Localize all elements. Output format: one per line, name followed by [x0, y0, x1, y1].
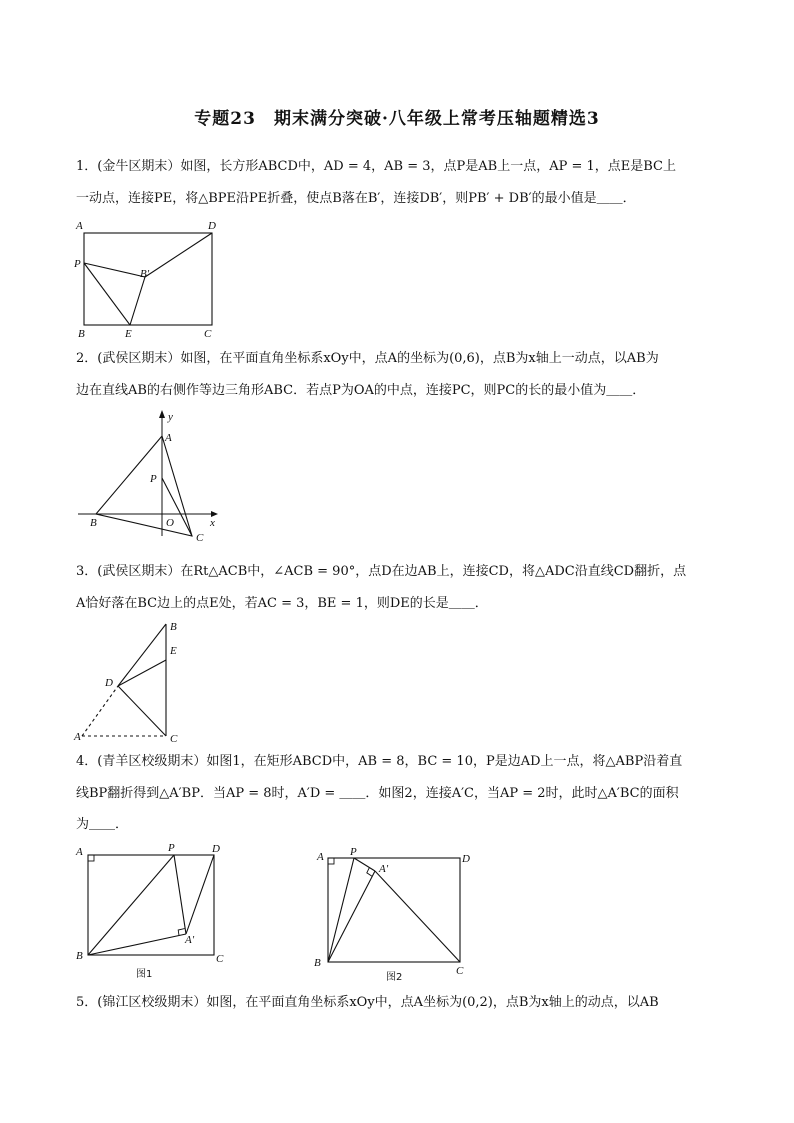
problem-2-line-2: 边在直线AB的右侧作等边三角形ABC．若点P为OA的中点，连接PC，则PC的长的最小值为＿＿．	[76, 383, 646, 398]
fig4a-rectangle	[88, 855, 214, 955]
fig4b-label-c: C	[456, 965, 464, 977]
figure-4-1	[72, 840, 242, 986]
fig2-label-x: x	[210, 517, 215, 529]
fig4b-label-p: P	[350, 846, 357, 858]
fig4a-segment-bp	[88, 855, 174, 955]
fig2-label-a: A	[165, 432, 172, 444]
fig4b-segment-pa1	[354, 858, 375, 871]
problem-1-line-1: 1．(金牛区期末）如图，长方形ABCD中，AD = 4，AB = 3，点P是AB上一点，AP = 1，点E是BC上	[76, 159, 676, 174]
figure-3	[72, 616, 192, 744]
fig2-label-b: B	[90, 517, 97, 529]
problem-1-line-2: 一动点，连接PE，将△BPE沿PE折叠，使点B落在B′，连接DB′，则PB′ + DB′的最小值是＿＿．	[76, 191, 636, 206]
fig4b-label-a1: A′	[379, 863, 389, 875]
fig4a-label-c: C	[216, 953, 224, 965]
problem-2-line-1: 2．(武侯区期末）如图，在平面直角坐标系xOy中，点A的坐标为(0,6)，点B为x轴上一动点，以AB为	[76, 351, 659, 366]
fig3-label-a: A	[74, 731, 81, 743]
fig4b-segment-bp	[328, 858, 354, 962]
fig4a-label-b: B	[76, 950, 83, 962]
fig2-label-o: O	[166, 517, 174, 529]
fig1-label-d: D	[208, 220, 216, 232]
fig2-y-arrow	[159, 410, 165, 418]
fig2-label-c: C	[196, 532, 204, 544]
fig4b-segment-a1c	[375, 871, 460, 962]
fig4a-label-d: D	[212, 843, 220, 855]
fig4b-label-d: D	[462, 853, 470, 865]
fig4a-segment-a1d	[186, 855, 214, 934]
fig4a-label-a: A	[76, 846, 83, 858]
fig4b-label-a: A	[317, 851, 324, 863]
fig3-label-e: E	[170, 645, 177, 657]
fig4a-right-angle-a	[88, 855, 94, 861]
fig2-label-y: y	[168, 411, 173, 423]
fig3-label-b: B	[170, 621, 177, 633]
fig3-segment-ad	[82, 686, 118, 736]
fig4a-caption: 图1	[136, 969, 153, 980]
fig3-segment-dc	[118, 686, 166, 736]
fig4b-right-angle-a	[328, 858, 334, 864]
fig1-segment-b1e	[130, 277, 145, 325]
fig3-segment-de	[118, 660, 166, 686]
fig3-segment-db	[118, 624, 166, 686]
fig1-segment-db1	[145, 233, 212, 277]
fig4a-label-p: P	[168, 842, 175, 854]
fig4b-label-b: B	[314, 957, 321, 969]
fig1-label-e: E	[125, 328, 132, 340]
fig4b-rectangle	[328, 858, 460, 962]
page-title: 专题23 期末满分突破·八年级上常考压轴题精选3	[194, 109, 600, 129]
fig4a-segment-pa1	[174, 855, 186, 934]
problem-3-line-1: 3．(武侯区期末）在Rt△ACB中，∠ACB = 90°，点D在边AB上，连接CD，将△ADC沿直线CD翻折，点	[76, 564, 687, 579]
fig3-label-c: C	[170, 733, 178, 745]
fig1-label-b1: B′	[140, 268, 150, 280]
fig4b-segment-ba1	[328, 871, 375, 962]
fig1-label-c: C	[204, 328, 212, 340]
problem-3-line-2: A恰好落在BC边上的点E处，若AC = 3，BE = 1，则DE的长是＿＿．	[76, 596, 488, 611]
problem-4-line-3: 为＿＿．	[76, 817, 129, 832]
fig1-label-p: P	[74, 258, 81, 270]
fig2-label-p: P	[150, 473, 157, 485]
fig3-label-d: D	[105, 677, 113, 689]
figure-2	[72, 410, 232, 545]
problem-4-line-1: 4．(青羊区校级期末）如图1，在矩形ABCD中，AB = 8，BC = 10，P是边AD上一点，将△ABP沿着直	[76, 754, 683, 769]
fig1-label-b: B	[78, 328, 85, 340]
fig4a-label-a1: A′	[185, 934, 195, 946]
problem-4-line-2: 线BP翻折得到△A′BP．当AP = 8时，A′D = ＿＿．如图2，连接A′C，当AP = 2时，此时△A′BC的面积	[76, 786, 679, 801]
figure-4-2	[312, 843, 482, 989]
problem-5-line-1: 5．(锦江区校级期末）如图，在平面直角坐标系xOy中，点A坐标为(0,2)，点B为x轴上的动点，以AB	[76, 995, 659, 1010]
fig2-triangle-abc	[96, 436, 192, 536]
figure-1	[70, 215, 230, 340]
fig4b-caption: 图2	[386, 972, 403, 983]
fig1-label-a: A	[76, 220, 83, 232]
